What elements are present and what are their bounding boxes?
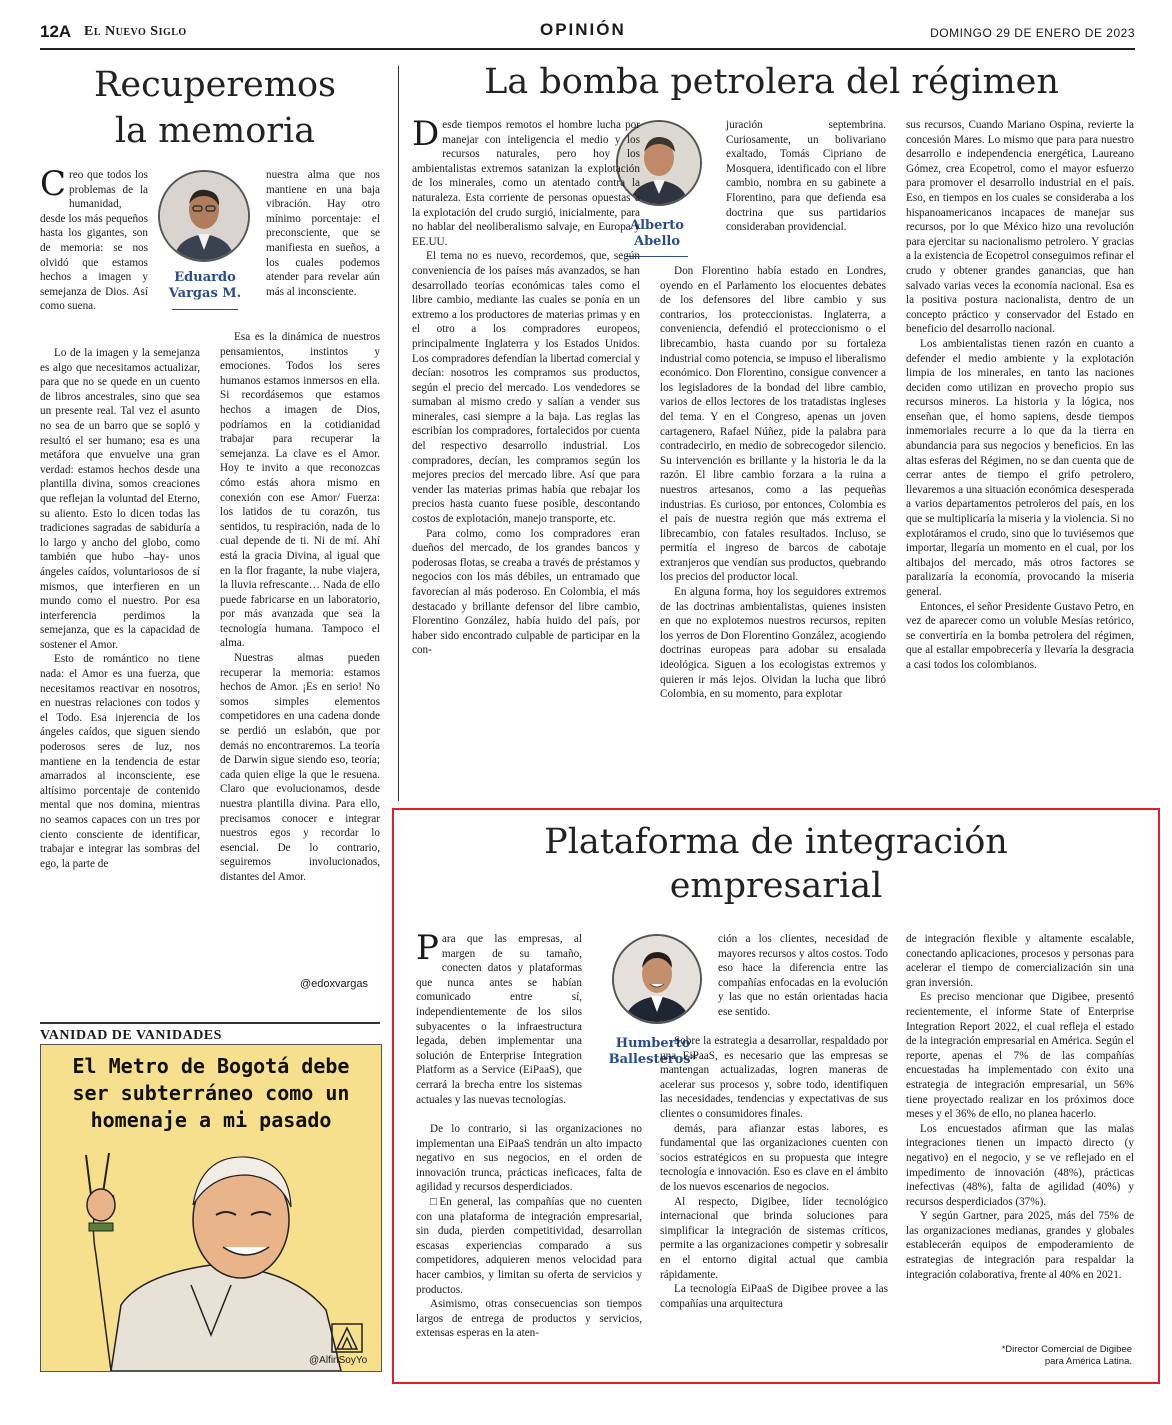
cartoon-section-title: VANIDAD DE VANIDADES: [40, 1022, 380, 1044]
paragraph: El tema no es nuevo, recordemos, que, según conveniencia de los países más avanzados, se han desarrollado teorías económicas tales como el libre cambio, mediante las cuales se ponía en un extremo a los productores de materias primas y en el otro a los compradores europeos, principalmente Inglaterra y los Estados Unidos. Los compradores defendían la libertad comercial y decían: nosotros les compramos sus productos, según el precio del mercado. Los vendedores se sumaban al mismo credo y salían a vender sus minerales, casi siempre a la baja. Las reglas las escribían los compradores, fortalecidos por cuenta del respectivo desarrollo industrial. Los compradores, decían, les compramos según los mejores precios del mercado libre. Así que para vender las materias primas había que rebajar los precios hasta cuanto fuese posible, descontando costos de explotación, manejo transporte, etc.: [412, 250, 640, 526]
author-footnote: *Director Comercial de Digibee para América Latina.: [1001, 1344, 1132, 1367]
paragraph: Asimismo, otras consecuencias son tiempos largos de entrega de productos y servicios, extensas esperas en la aten-: [416, 1298, 642, 1340]
author-photo: [158, 170, 250, 262]
article-text-column: [726, 118, 886, 235]
author-byline: Eduardo Vargas M.: [168, 270, 242, 301]
newspaper-name: El Nuevo Siglo: [84, 24, 187, 39]
author-byline: Humberto Ballesteros*: [608, 1036, 698, 1067]
paragraph: Lo de la imagen y la semejanza es algo que necesitamos actualizar, para que no se quede en un cuento de libros ancestrales, sino que sea un presente real. Tal vez el asunto no sea de un barro que se sopló y resultó el ser humano; esa es una metáfora que envuelve una gran verdad: estamos hechos desde una plantilla divina, somos creaciones que reflejan la voluntad del Eterno, su aliento. Esto lo dicen todas las tradiciones sagradas de sabiduría a lo largo y ancho del globo, como también que hubo –hay- unos ángeles caídos, voluntariosos de sí mismos, que interfieren en un mundo como el nuestro. Por esa interferencia perdimos la semejanza, que es la capacidad de sostener el Amor.: [40, 347, 200, 651]
headline-line: la memoria: [114, 111, 316, 151]
paragraph: Al respecto, Digibee, líder tecnológico internacional que brinda soluciones para simplificar la integración de sistemas críticos, permite a las organizaciones competir y sobresalir en el entorno digital actual que cambia rápidamente.: [660, 1195, 888, 1281]
headline: La bomba petrolera del régimen: [484, 62, 1059, 102]
cartoonist-logo-icon: [331, 1323, 363, 1353]
paragraph: de integración flexible y altamente escalable, conectando aplicaciones, procesos y personas para acelerar el tiempo de comercialización sin una gran inversión.: [906, 933, 1134, 989]
article-text-column: Creo que todos los problemas de la humanidad, desde los más pequeños hasta los gigantes, son de memoria: se nos olvidó que estamos hechos a imagen y semejanza de Dios. Así como suena.: [40, 164, 148, 313]
article-recuperemos-headline: [40, 62, 390, 154]
article-text-column: Para que las empresas, al margen de su tamaño, conecten datos y plataformas que nunca antes se habían comunicado entre sí, independientemente de los silos subyacentes o la infraestructura legada, deben implementar una solución de Enterprise Integration Platform as a Service (EiPaaS), que cerrará la brecha entre los sistemas actuales y las nuevas tecnologías.: [416, 928, 582, 1106]
headline-line: empresarial: [669, 866, 883, 906]
paragraph: Nuestras almas pueden recuperar la memoria: estamos hechos de Amor. ¡Es en serio! No somos simples elementos competidores en una cadena donde se perdió un eslabón, que por demás no encontraremos. La teoría de Darwin sigue siendo eso, teoría; cada quien elige la que le resuena. Claro que evolucionamos, desde nuestra plantilla divina. Para ello, precisamos conocer e integrar nuestros egos y recordar lo esencial. De lo contrario, seguiremos involucionados, distantes del Amor.: [220, 652, 380, 883]
cartoon-caption: El Metro de Bogotá debe ser subterráneo como un homenaje a mi pasado: [72, 1054, 350, 1132]
article-text-column: [718, 932, 888, 1020]
article-text-column: [660, 264, 886, 702]
paragraph: Para colmo, como los compradores eran dueños del mercado, de los grandes bancos y poderosas flotas, se creaba a través de préstamos y negocios con los más débiles, un entramado que favorecían al más poderoso. En Colombia, el más destacado y brillante defensor del libre cambio, Florentino González, había huido del país, por haber sido encontrado culpable de participar en la con-: [412, 527, 640, 657]
paragraph: juración septembrina. Curiosamente, un bolivariano exaltado, Tomás Cipriano de Mosquera, identificado con el libre cambio, nombra en su gabinete a Florentino, para que defienda esa doctrina que sus partidarios consideraban providencial.: [726, 119, 886, 234]
article-text-column: [220, 330, 380, 885]
author-handle: @edoxvargas: [300, 978, 369, 990]
article-text-column: [40, 346, 200, 871]
article-text-column: [660, 1034, 888, 1311]
paragraph: En alguna forma, hoy los seguidores extremos de las doctrinas ambientalistas, quienes insisten en que no explotemos nuestros recursos, repiten los yerros de Don Florentino González, acogiendo doctrinas europeas para adobar su ensalada ideológica. Siguen a los ecologistas extremos y quieren ir más lejos. Olvidan la lucha que libró Colombia, en su momento, para explotar: [660, 586, 886, 701]
article-text-column: [906, 118, 1134, 673]
cartoon-signature: @AlfinSoyYo: [309, 1355, 368, 1366]
page-header: [40, 20, 1135, 50]
article-text-column: Desde tiempos remotos el hombre lucha por manejar con inteligencia el medio y los recursos naturales, pero hoy los ambientalistas extremos satanizan la explotación de los minerales, como un atentado contra la naturaleza. Esta corriente de personas opuestas a la explotación del crudo surgió, inicialmente, para no hablar del neoliberalismo salvaje, en Europa y EE.UU. El tema no es nuevo, recordemos, que, según conveniencia de los países más avanzados, se han desarrollado teorías económicas tales como el libre cambio, mediante las cuales se ponía en un extremo a los productores de materias primas y en el otro a los compradores europeos, principalmente Inglaterra y los Estados Unidos. Los compradores defendían la libertad comercial y decían: nosotros les compramos sus productos, según el precio del mercado. Los vendedores se sumaban al mismo credo y salían a vender sus minerales, casi siempre a la baja. Las reglas las escribían los compradores, fortalecidos por cuenta del respectivo desarrollo industrial. Los compradores, decían, les compramos según los mejores precios del mercado libre. Así que para vender las materias primas había que rebajar los precios hasta cuanto fuese posible, descontando costos de explotación, manejo transporte, etc. Para colmo, como los compradores eran dueños del mercado, de los grandes bancos y poderosas flotas, se creaba a través de préstamos y negocios con los más débiles, un entramado que favorecían al más poderoso. En Colombia, el más destacado y brillante defensor del libre cambio, Florentino González, había huido del país, por haber sido encontrado culpable de participar en la con-: [412, 114, 640, 657]
cartoon-illustration: [41, 1135, 381, 1371]
cartoon-panel: [40, 1044, 382, 1372]
byline-underline: [172, 309, 238, 310]
paragraph: Don Florentino había estado en Londres, oyendo en el Parlamento los elocuentes debates de los defensores del libre cambio y sus contrarios, los proteccionistas. Inglaterra, a conveniencia, defendió el proteccionismo o el librecambio, hasta cuando por su fortaleza industrial como potencia, se impuso el liberalismo económico. Don Florentino, consigue convencer a los legisladores de la bondad del libre cambio, varios de ellos lectores de los tratadistas ingleses del tema. Y en el Congreso, apenas un joven cartagenero, Rafael Núñez, pide la palabra para contradecirlo, en medio de sobrecogedor silencio. Su intervención es brillante y la historia le da la razón. El libre cambio forzara a la ruina a nuestros artesanos, como a las pequeñas industrias. Es curioso, por entonces, Colombia es el país de nuestra región que más extrema el librecambio, con fatales resultados. Incluso, se permitía el ingreso de barcos de cabotaje extranjeros que vendían sus productos, quebrando los precios del productor local.: [660, 265, 886, 584]
author-byline: Alberto Abello: [630, 218, 684, 249]
paragraph: demás, para afianzar estas labores, es fundamental que las organizaciones cuenten con socios estratégicos en su propuesta que integre tecnología e innovación. Eso es clave en el ámbito de los nuevos escenarios de negocios.: [660, 1122, 888, 1193]
paragraph: nuestra alma que nos mantiene en una baja vibración. Hay otro mínimo porcentaje: el preconsciente, que se manifiesta en sueños, a los cuales podemos atender para revelar aún más al inconsciente.: [266, 169, 380, 298]
paragraph: Esto de romántico no tiene nada: el Amor es una fuerza, que necesitamos reactivar en nosotros, en nuestras relaciones con todos y el Todo. Esa injerencia de los ángeles caídos, que siguen siendo poderosos seres de luz, nos mantiene en la tendencia de estar amarrados al inconsciente, ese altísimo porcentaje de contenido mental que nos domina, mientras no seamos capaces con un tres por ciento consciente de identificar, trabajar e integrar las sombras del ego, la parte de: [40, 653, 200, 870]
paragraph: Sobre la estrategia a desarrollar, respaldado por una EiPaaS, es necesario que las empresas se mantengan actualizadas, logren maneras de acelerar sus procesos y, sobre todo, identifiquen las necesidades, tendencias y expectativas de sus clientes o consumidores finales.: [660, 1035, 888, 1120]
article-text-column: [906, 932, 1134, 1282]
section-title: OPINIÓN: [540, 20, 626, 39]
paragraph: Entonces, el señor Presidente Gustavo Petro, en vez de aparecer como un voluble Mesías retórico, se convertiría en la bomba petrolera del régimen, que al estallar empobrecería y llevaría la desgracia a casi todos los colombianos.: [906, 600, 1134, 671]
paragraph: Los encuestados afirman que las malas integraciones tienen un impacto directo (y negativo) en el negocio, y se ve reflejado en el impedimento de innovación (48%), prácticas inefectivas (48%), falta de agilidad (40%) y recursos desperdiciados (37%).: [906, 1122, 1134, 1208]
paragraph: Es preciso mencionar que Digibee, presentó recientemente, el informe State of Enterprise Integration Report 2022, el cual refleja el estado de la integración empresarial en América. Según el reporte, apenas el 7% de las compañías encuestadas ha implementado con éxito una estrategia de integración empresarial, un 56% tiene proyectado realizar en los próximos doce meses y el 36% de ello, no planea hacerlo.: [906, 991, 1135, 1121]
author-photo: [612, 934, 702, 1024]
paragraph: Los ambientalistas tienen razón en cuanto a defender el medio ambiente y la explotación limpia de los minerales, en tanto las naciones deciden como utilizan en provecho propio sus recursos mineros. La historia y la lógica, nos enseñan que, el homo sapiens, desde tiempos inmemoriales recurre a lo que da la tierra en abundancia para sus negocios y beneficios. En las altas esferas del Régimen, no se dan cuenta que de cerrar antes de tiempo el grifo petrolero, llevaremos a una situación económica desesperada a varios departamentos petroleros del país, en los que se multiplicaría la miseria y la violencia. Si no explotáramos el crudo, sino que lo tuviésemos que importar, llegaría un momento en el cual, por los altibajos del mercado, más otros factores se paralizaría la economía, provocando la miseria general.: [906, 337, 1134, 598]
column-divider: [398, 66, 399, 801]
paragraph: Esa es la dinámica de nuestros pensamientos, instintos y emociones. Todos los seres humanos estamos inmersos en ella. Si recordásemos que estamos hechos a imagen de Dios, podríamos en la cotidianidad trabajar para recuperar la semejanza. La clave es el Amor. Hoy te invito a que reconozcas cómo estás ahora mismo en conexión con ese Amor/ Fuerza: los latidos de tu corazón, tus sentidos, tu respiración, nada de lo cual depende de ti. Ni de mí. Ahí está la gracia Divina, al igual que en la flor fragante, la nube viajera, la lluvia refrescante… Nada de ello puede fabricarse en un laboratorio, por más avanzada que sea la tecnología humana. Tampoco el alma.: [220, 331, 380, 650]
article-text-column: [266, 168, 380, 299]
headline-line: Recuperemos: [94, 65, 336, 105]
issue-date: DOMINGO 29 DE ENERO DE 2023: [930, 26, 1135, 40]
paragraph: De lo contrario, si las organizaciones no implementan una EiPaaS tendrán un alto impacto negativo en sus negocios, en el orden de innovación trunca, prácticas ineficaces, falta de agilidad y recursos desperdiciados.: [416, 1123, 642, 1194]
article-plataforma-headline: [400, 820, 1152, 908]
paragraph: La tecnología EiPaaS de Digibee provee a las compañías una arquitectura: [660, 1283, 888, 1310]
paragraph: Y según Gartner, para 2025, más del 75% de las organizaciones medianas, grandes y globales establecerán equipos de empoderamiento de estrategias de integración para respaldar la integración colaborativa, frente al 40% en 2021.: [906, 1210, 1134, 1281]
drop-cap: P: [416, 928, 439, 968]
headline-line: Plataforma de integración: [544, 822, 1008, 862]
drop-cap: C: [40, 164, 67, 204]
article-bomba-headline: [408, 62, 1135, 102]
paragraph: □En general, las compañías que no cuenten con una plataforma de integración empresarial, sin duda, pierden competitividad, desarrollan escasas experiencias comparado a sus competidores, adquieren menos velocidad para hacer cambios, y limitan su oferta de servicios y productos.: [416, 1195, 642, 1296]
drop-cap: D: [412, 114, 440, 154]
article-text-column: [416, 1122, 642, 1341]
page-number: 12A: [40, 22, 72, 41]
paragraph: sus recursos, Cuando Mariano Ospina, revierte la concesión Mares. Lo mismo que para para nuestro desarrollo e independencia energética, Laureano Gómez, crea Ecopetrol, como el mayor esfuerzo para promover el desarrollo industrial en el país. Eso, en tiempos en los cuales se consideraba a los hispanoamericanos incapaces de manejar sus recursos, por lo que México hizo una revolución para ejercitar su nacionalismo petrolero. Y gracias a la existencia de Ecopetrol conseguimos refinar el crudo y obtener grandes ganancias, que han salvado varias veces la economía nacional. Esa es la positiva postura nacionalista, dentro de un concepto práctico y conservador del Estado en beneficio del desarrollo nacional.: [906, 119, 1134, 336]
paragraph: ción a los clientes, necesidad de mayores recursos y altos costos. Todo eso hace la diferencia entre las compañías enfocadas en la evolución y las que no están orientadas hacia ese sentido.: [718, 933, 888, 1018]
